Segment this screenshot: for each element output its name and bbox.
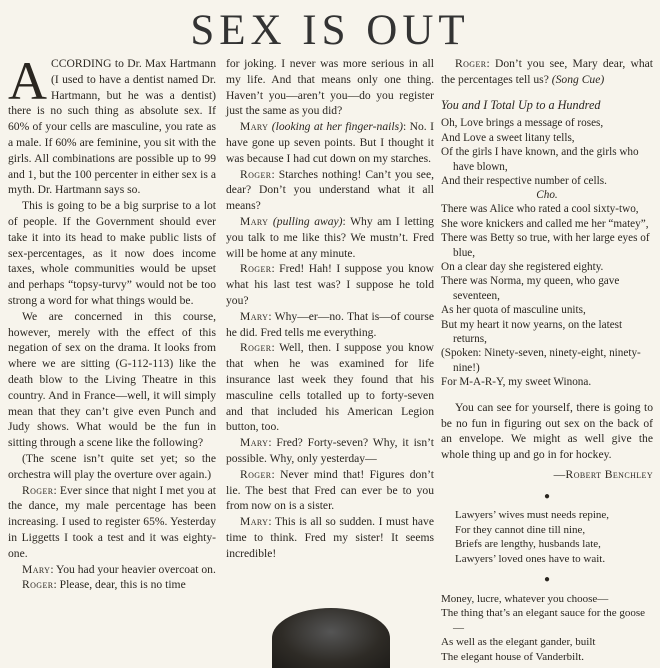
poem-line: Money, lucre, whatever you choose— (441, 592, 609, 605)
dialogue-text: : Well, then. I suppose you know that when he was examined for life insurance last week they found that his masculine cells totalled up to forty-seven and that included his American Legion button, too. (226, 341, 434, 434)
portrait-photo (272, 608, 390, 668)
dialogue-line (8, 483, 216, 562)
dialogue-line (226, 435, 434, 467)
poem-line: Lawyers’ loved ones have to wait. (455, 552, 606, 565)
dialogue-line (226, 340, 434, 435)
column-3 (441, 56, 653, 664)
dialogue-line (226, 167, 434, 214)
column-2 (226, 56, 434, 562)
paragraph (8, 51, 216, 198)
verse-line: On a clear day she registered eighty. (441, 261, 604, 274)
article-title: SEX IS OUT (190, 7, 470, 54)
speaker-name: Mary (240, 214, 269, 228)
dialogue-text: : Starches nothing! Can’t you see, dear? Don’t you understand what it all means? (226, 167, 434, 213)
speaker-name: Mary (240, 515, 269, 529)
dialogue-text: : Please, dear, this is no time (53, 578, 186, 592)
speaker-name: Roger (22, 483, 54, 497)
dialogue-text: : Don’t you see, Mary dear, what the percentages tell us? (441, 57, 653, 86)
dialogue-text: : No. I have gone up seven points. But I thought it was because I had cut down on my starches. (226, 120, 434, 165)
poem-line: The elegant house of Vanderbilt. (441, 650, 585, 663)
poem-line: Lawyers’ wives must needs repine, (455, 509, 610, 522)
verse-line: There was Betty so true, with her large eyes of blue, (441, 232, 650, 259)
speaker-name: Roger (455, 57, 487, 70)
dialogue-line (8, 577, 216, 593)
dialogue-text: : Why am I letting you talk to me like this? We mustn’t. Fred will be home at any minute. (226, 214, 434, 260)
speaker-name: Mary (22, 562, 51, 576)
song-title: You and I Total Up to a Hundred (441, 97, 601, 112)
verse-line: As her quota of masculine units, (441, 304, 586, 317)
verse-line: (Spoken: Ninety-seven, ninety-eight, ninety-nine!) (441, 347, 641, 374)
dialogue-line (226, 309, 434, 341)
poem-line: The thing that’s an elegant sauce for the goose— (441, 607, 646, 634)
poem-line: For they cannot dine till nine, (455, 523, 586, 536)
drop-cap: A (8, 51, 47, 111)
speaker-name: Mary (240, 309, 269, 323)
verse-line: But my heart it now yearns, on the latest returns, (441, 318, 623, 346)
speaker-name: Roger (240, 167, 272, 181)
chorus-label: Cho. (536, 189, 558, 202)
poem-line: Briefs are lengthy, husbands late, (455, 538, 601, 551)
dialogue-line (8, 562, 216, 578)
verse-line: Oh, Love brings a message of roses, (441, 117, 604, 130)
speaker-name: Mary (240, 436, 269, 450)
column-1 (8, 51, 216, 593)
paragraph: We are concerned in this course, however, merely with the effect of this negation of sex on the drama. It looks from where we are sitting (G-112-113) like the death blow to the Living Theatre in this country. And in France—well, it will simply mean that they can’t give even Punch and Judy shows. What would be the fun in sitting through a scene like the following? (8, 309, 216, 450)
dialogue-text: : Ever since that night I met you at the dance, my male percentage has been increasing. I used to register 65%. Yesterday in Liggetts I took a test and it was eighty-one. (8, 483, 216, 560)
song-verse-1 (441, 116, 653, 188)
dialogue-text: : Fred! Hah! I suppose you know what his last test was? I suppose he told you? (226, 262, 434, 307)
speaker-name: Roger (240, 341, 272, 355)
verse-line: And their respective number of cells. (441, 175, 607, 188)
dialogue-line (226, 214, 434, 261)
song-verse-2 (441, 202, 653, 389)
dialogue-text: : Never mind that! Figures don’t lie. The best that Fred can ever be to you from now on is a sister. (226, 467, 434, 513)
stage-direction: (looking at her finger-nails) (271, 120, 403, 134)
poem-1 (441, 508, 653, 566)
verse-line: She wore knickers and called me her “matey”, (441, 217, 649, 230)
verse-line: There was Alice who rated a cool sixty-two, (441, 203, 639, 216)
paragraph-text: CCORDING to Dr. Max Hartmann (I used to have a dentist named Dr. Hartmann, but he was a dentist) there is no such thing as absolute sex. If 60% of your cells are masculine, you rate as a male. If 60% are feminine, you sit with the girls. All combinations are possible up to 99 and 1, but the 100 percenter in either sex is a myth. Dr. Hartmann says so. (8, 57, 216, 197)
stage-direction: (Song Cue) (551, 72, 605, 86)
stage-direction: (pulling away) (272, 214, 343, 228)
bullet-separator-icon: ● (543, 574, 551, 586)
dialogue-line (441, 56, 653, 88)
dialogue-text: : Why—er—no. That is—of course he did. Fred tells me everything. (226, 309, 434, 339)
bullet-separator-icon: ● (543, 490, 551, 502)
speaker-name: Roger (22, 578, 54, 592)
poem-line: As well as the elegant gander, built (441, 636, 596, 649)
verse-line: Of the girls I have known, and the girls who have blown, (441, 146, 639, 173)
speaker-name: Roger (240, 467, 272, 481)
paragraph: This is going to be a big surprise to a lot of people. If the Government should ever take it into its head to make public lists of sex-percentages, as it now does income taxes, whole communities would be upset and perhaps “topsy-turvy” would not be too strong a word for what things would be. (8, 199, 216, 307)
speaker-name: Roger (240, 262, 272, 276)
dialogue-line (226, 261, 434, 308)
dialogue-text: : This is all so sudden. I must have time to think. Fred my sister! It seems incredible! (226, 515, 434, 560)
paragraph: (The scene isn’t quite set yet; so the orchestra will play the overture over again.) (8, 451, 216, 481)
paragraph: You can see for yourself, there is going to be no fun in figuring out sex on the back of an envelope. We might as well give the whole thing up and go in for hockey. (441, 400, 653, 462)
verse-line: For M-A-R-Y, my sweet Winona. (441, 376, 592, 389)
paragraph: for joking. I never was more serious in all my life. And that means only one thing. Haven’t you—aren’t you—do you register just the same as you did? (226, 57, 434, 118)
verse-line: And Love a sweet litany tells, (441, 131, 575, 144)
dialogue-line (226, 467, 434, 514)
poem-2 (441, 592, 653, 664)
dialogue-line (226, 514, 434, 561)
dialogue-line (226, 119, 434, 166)
author-signature: —Robert Benchley (553, 467, 653, 481)
speaker-name: Mary (240, 120, 269, 134)
dialogue-text: : You had your heavier overcoat on. (50, 562, 216, 576)
verse-line: There was Norma, my queen, who gave seventeen, (441, 275, 620, 302)
dialogue-text: : Fred? Forty-seven? Why, it isn’t possible. Why, only yesterday— (226, 436, 434, 465)
